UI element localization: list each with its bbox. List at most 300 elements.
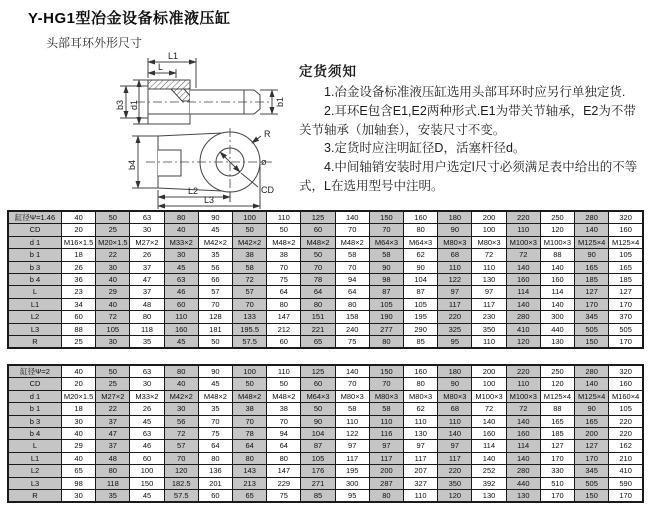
dim-value-cell: 57.5 bbox=[233, 336, 267, 349]
table-row bbox=[8, 452, 643, 464]
dimension-table bbox=[7, 364, 644, 503]
dim-value-cell: 250 bbox=[540, 365, 574, 378]
dim-value-cell: 105 bbox=[96, 323, 130, 335]
dim-value-cell: 114 bbox=[472, 440, 506, 452]
dim-value-cell: 136 bbox=[198, 465, 232, 477]
dim-value-cell: 40 bbox=[62, 428, 96, 440]
dim-value-cell: 130 bbox=[506, 490, 540, 503]
dim-value-cell: 280 bbox=[575, 365, 609, 378]
dim-value-cell: 110 bbox=[506, 224, 540, 236]
dim-value-cell: M100×3 bbox=[506, 390, 540, 402]
dim-value-cell: 110 bbox=[472, 336, 506, 349]
dim-value-cell: 97 bbox=[369, 440, 403, 452]
dim-value-cell: 38 bbox=[233, 403, 267, 415]
dim-value-cell: 30 bbox=[96, 336, 130, 349]
dim-value-cell: 325 bbox=[438, 323, 472, 335]
row-label-cell: b 4 bbox=[8, 428, 62, 440]
dim-value-cell: 122 bbox=[438, 274, 472, 286]
dim-value-cell: 36 bbox=[62, 274, 96, 286]
dim-value-cell: 45 bbox=[130, 415, 164, 427]
dim-value-cell: 38 bbox=[267, 403, 301, 415]
dim-value-cell: 170 bbox=[575, 452, 609, 464]
dim-value-cell: 104 bbox=[301, 428, 335, 440]
dim-label-b3: b3 bbox=[115, 99, 125, 111]
dim-value-cell: 122 bbox=[335, 428, 369, 440]
dim-value-cell: 25 bbox=[96, 224, 130, 236]
dim-value-cell: 114 bbox=[506, 440, 540, 452]
dim-value-cell: M42×2 bbox=[198, 236, 232, 248]
dim-value-cell: 110 bbox=[438, 415, 472, 427]
dim-label-l: L bbox=[158, 62, 164, 72]
dim-value-cell: 505 bbox=[575, 477, 609, 489]
dim-label-b4: b4 bbox=[127, 159, 137, 171]
dim-label-b1: b1 bbox=[275, 96, 285, 108]
dim-value-cell: 72 bbox=[96, 311, 130, 323]
dim-value-cell: 195 bbox=[404, 311, 438, 323]
dim-value-cell: M125×4 bbox=[575, 390, 609, 402]
dim-value-cell: 201 bbox=[198, 477, 232, 489]
dim-value-cell: 72 bbox=[506, 249, 540, 261]
dim-value-cell: 190 bbox=[369, 311, 403, 323]
dim-value-cell: 118 bbox=[130, 323, 164, 335]
dim-value-cell: 94 bbox=[335, 274, 369, 286]
dim-value-cell: 140 bbox=[506, 298, 540, 310]
dim-value-cell: 90 bbox=[575, 403, 609, 415]
dim-value-cell: 50 bbox=[96, 211, 130, 224]
top-view bbox=[120, 58, 278, 124]
dim-value-cell: 50 bbox=[96, 365, 130, 378]
table-row bbox=[8, 403, 643, 415]
drawing-caption: 头部耳环外形尺寸 bbox=[46, 36, 143, 50]
dim-value-cell: 133 bbox=[233, 311, 267, 323]
dim-value-cell: 120 bbox=[540, 378, 574, 390]
dim-value-cell: 105 bbox=[301, 452, 335, 464]
dim-value-cell: 50 bbox=[233, 224, 267, 236]
dim-value-cell: 140 bbox=[335, 211, 369, 224]
dim-value-cell: M80×3 bbox=[369, 390, 403, 402]
dim-value-cell: M42×2 bbox=[164, 390, 198, 402]
dim-value-cell: M64×3 bbox=[404, 236, 438, 248]
row-label-cell: L1 bbox=[8, 452, 62, 464]
dim-value-cell: M80×3 bbox=[438, 390, 472, 402]
dim-value-cell: 117 bbox=[369, 452, 403, 464]
dim-value-cell: 220 bbox=[438, 465, 472, 477]
dim-value-cell: 110 bbox=[404, 415, 438, 427]
dim-value-cell: 140 bbox=[335, 365, 369, 378]
dim-value-cell: 80 bbox=[233, 452, 267, 464]
row-label-cell: b 4 bbox=[8, 274, 62, 286]
dim-value-cell: 87 bbox=[404, 286, 438, 298]
dim-value-cell: 185 bbox=[540, 428, 574, 440]
dim-value-cell: 350 bbox=[438, 477, 472, 489]
dim-value-cell: 147 bbox=[267, 311, 301, 323]
dim-value-cell: 70 bbox=[301, 261, 335, 273]
dim-value-cell: 140 bbox=[540, 298, 574, 310]
dim-value-cell: 57 bbox=[233, 286, 267, 298]
dim-value-cell: 58 bbox=[233, 261, 267, 273]
dim-value-cell: 127 bbox=[575, 440, 609, 452]
dim-value-cell: 23 bbox=[62, 286, 96, 298]
dim-value-cell: M20×1.5 bbox=[62, 390, 96, 402]
dim-value-cell: 143 bbox=[233, 465, 267, 477]
dim-value-cell: 100 bbox=[233, 365, 267, 378]
table-row bbox=[8, 415, 643, 427]
dim-value-cell: 70 bbox=[369, 224, 403, 236]
dim-value-cell: 97 bbox=[335, 440, 369, 452]
dim-value-cell: 140 bbox=[540, 261, 574, 273]
dim-value-cell: 195 bbox=[335, 465, 369, 477]
table-row bbox=[8, 390, 643, 402]
dim-label-cd: CD bbox=[261, 185, 274, 195]
dim-value-cell: 105 bbox=[609, 403, 643, 415]
dim-value-cell: 30 bbox=[164, 403, 198, 415]
dim-value-cell: 150 bbox=[575, 490, 609, 503]
dim-value-cell: 72 bbox=[472, 249, 506, 261]
dim-value-cell: 80 bbox=[404, 224, 438, 236]
dim-value-cell: 120 bbox=[506, 336, 540, 349]
spec-table-psi-1-46 bbox=[7, 210, 644, 349]
notice-heading: 定货须知 bbox=[299, 64, 357, 79]
dim-value-cell: 70 bbox=[164, 452, 198, 464]
dim-value-cell: 220 bbox=[506, 365, 540, 378]
dim-value-cell: 98 bbox=[62, 477, 96, 489]
dim-value-cell: 140 bbox=[506, 261, 540, 273]
table-row bbox=[8, 336, 643, 349]
dim-value-cell: 90 bbox=[198, 365, 232, 378]
row-label-cell: L2 bbox=[8, 465, 62, 477]
dim-value-cell: 250 bbox=[540, 211, 574, 224]
dim-value-cell: 170 bbox=[540, 452, 574, 464]
dim-value-cell: 80 bbox=[198, 452, 232, 464]
dim-value-cell: 95 bbox=[438, 336, 472, 349]
dim-value-cell: 63 bbox=[130, 365, 164, 378]
dim-label-l2: L2 bbox=[188, 186, 199, 196]
dim-value-cell: 80 bbox=[301, 298, 335, 310]
dim-value-cell: 40 bbox=[164, 224, 198, 236]
dim-value-cell: 140 bbox=[506, 415, 540, 427]
dim-value-cell: 40 bbox=[62, 211, 96, 224]
row-label-cell: CD bbox=[8, 378, 62, 390]
dim-value-cell: 280 bbox=[506, 311, 540, 323]
dim-value-cell: M33×2 bbox=[164, 236, 198, 248]
dim-value-cell: 29 bbox=[96, 286, 130, 298]
dim-value-cell: 207 bbox=[404, 465, 438, 477]
dim-value-cell: 38 bbox=[267, 249, 301, 261]
dim-value-cell: 50 bbox=[301, 403, 335, 415]
dim-value-cell: 440 bbox=[540, 323, 574, 335]
dim-value-cell: M48×2 bbox=[301, 236, 335, 248]
dim-value-cell: 80 bbox=[369, 490, 403, 503]
dim-value-cell: 120 bbox=[540, 224, 574, 236]
dim-value-cell: 410 bbox=[609, 465, 643, 477]
dim-value-cell: 97 bbox=[404, 440, 438, 452]
dim-value-cell: 30 bbox=[96, 261, 130, 273]
dim-value-cell: 63 bbox=[130, 428, 164, 440]
dim-value-cell: 160 bbox=[404, 211, 438, 224]
dim-value-cell: 165 bbox=[575, 415, 609, 427]
dim-value-cell: 30 bbox=[62, 415, 96, 427]
dim-value-cell: 117 bbox=[438, 452, 472, 464]
dim-value-cell: 120 bbox=[438, 490, 472, 503]
notice-item-3: 3.定货时应注明缸径D，活塞杆径d。 bbox=[324, 141, 526, 156]
dim-value-cell: 26 bbox=[62, 261, 96, 273]
dim-value-cell: 70 bbox=[267, 415, 301, 427]
dim-value-cell: 182.5 bbox=[164, 477, 198, 489]
dim-value-cell: 104 bbox=[404, 274, 438, 286]
dim-value-cell: 50 bbox=[233, 378, 267, 390]
dim-value-cell: 72 bbox=[472, 403, 506, 415]
table-row bbox=[8, 236, 643, 248]
dim-value-cell: M80×3 bbox=[404, 390, 438, 402]
page-title: Y-HG1型冶金设备标准液压缸 bbox=[28, 10, 231, 27]
dim-value-cell: 48 bbox=[130, 298, 164, 310]
dim-value-cell: 200 bbox=[472, 365, 506, 378]
dim-value-cell: 195.5 bbox=[233, 323, 267, 335]
dim-value-cell: 110 bbox=[267, 365, 301, 378]
dim-value-cell: 158 bbox=[335, 311, 369, 323]
dim-value-cell: 150 bbox=[575, 336, 609, 349]
dim-value-cell: 160 bbox=[540, 274, 574, 286]
dim-value-cell: 88 bbox=[540, 403, 574, 415]
dim-value-cell: 50 bbox=[301, 249, 335, 261]
dim-value-cell: 70 bbox=[198, 415, 232, 427]
dim-value-cell: 70 bbox=[369, 378, 403, 390]
dim-value-cell: 105 bbox=[404, 298, 438, 310]
dim-value-cell: 160 bbox=[609, 378, 643, 390]
dim-value-cell: 18 bbox=[62, 403, 96, 415]
dim-value-cell: 78 bbox=[233, 428, 267, 440]
dim-value-cell: 58 bbox=[335, 249, 369, 261]
dim-value-cell: 60 bbox=[130, 452, 164, 464]
dim-value-cell: 170 bbox=[540, 490, 574, 503]
table-row bbox=[8, 428, 643, 440]
table-row bbox=[8, 311, 643, 323]
dim-value-cell: 110 bbox=[164, 311, 198, 323]
table-row bbox=[8, 465, 643, 477]
dim-value-cell: 128 bbox=[198, 311, 232, 323]
dim-value-cell: 110 bbox=[267, 211, 301, 224]
dim-value-cell: 80 bbox=[267, 452, 301, 464]
table-row bbox=[8, 323, 643, 335]
dim-value-cell: 37 bbox=[96, 440, 130, 452]
dim-value-cell: 66 bbox=[198, 274, 232, 286]
table-row bbox=[8, 224, 643, 236]
dim-value-cell: 25 bbox=[62, 336, 96, 349]
dim-value-cell: 72 bbox=[506, 403, 540, 415]
dim-value-cell: 78 bbox=[301, 274, 335, 286]
dim-value-cell: 40 bbox=[96, 298, 130, 310]
dim-label-l3: L3 bbox=[204, 195, 215, 205]
dim-value-cell: 35 bbox=[96, 490, 130, 503]
dim-value-cell: 45 bbox=[164, 336, 198, 349]
dim-value-cell: 280 bbox=[506, 465, 540, 477]
dim-value-cell: 90 bbox=[438, 224, 472, 236]
dim-value-cell: 345 bbox=[575, 465, 609, 477]
dim-value-cell: 68 bbox=[438, 403, 472, 415]
dim-value-cell: 170 bbox=[575, 298, 609, 310]
dim-value-cell: 300 bbox=[335, 477, 369, 489]
dim-value-cell: 80 bbox=[404, 378, 438, 390]
row-label-cell: 缸径Ψ=2 bbox=[8, 365, 62, 378]
dim-value-cell: 20 bbox=[62, 378, 96, 390]
table-row bbox=[8, 440, 643, 452]
ordering-notes bbox=[299, 60, 647, 196]
dim-value-cell: 100 bbox=[472, 224, 506, 236]
dim-value-cell: 30 bbox=[130, 378, 164, 390]
dim-value-cell: 37 bbox=[130, 261, 164, 273]
dim-value-cell: 80 bbox=[130, 311, 164, 323]
dim-value-cell: 65 bbox=[233, 490, 267, 503]
notice-item-1: 1.冶金设备标准液压缸选用头部耳环时应另行单独定货. bbox=[324, 85, 626, 99]
dim-value-cell: 57.5 bbox=[164, 490, 198, 503]
bottom-view bbox=[132, 128, 272, 209]
dim-value-cell: 165 bbox=[609, 261, 643, 273]
dim-value-cell: 50 bbox=[198, 336, 232, 349]
dim-value-cell: M80×3 bbox=[335, 390, 369, 402]
dim-value-cell: 22 bbox=[96, 403, 130, 415]
dim-value-cell: 64 bbox=[335, 286, 369, 298]
dim-value-cell: 200 bbox=[369, 465, 403, 477]
dim-value-cell: 46 bbox=[164, 286, 198, 298]
dim-value-cell: 320 bbox=[609, 365, 643, 378]
dim-value-cell: 160 bbox=[609, 224, 643, 236]
dim-value-cell: 277 bbox=[369, 323, 403, 335]
dim-value-cell: 327 bbox=[404, 477, 438, 489]
dim-value-cell: 30 bbox=[62, 490, 96, 503]
dim-value-cell: 140 bbox=[472, 452, 506, 464]
table-row bbox=[8, 274, 643, 286]
dim-value-cell: 220 bbox=[609, 428, 643, 440]
dim-value-cell: 80 bbox=[267, 298, 301, 310]
dim-value-cell: 200 bbox=[472, 211, 506, 224]
dim-value-cell: 63 bbox=[130, 211, 164, 224]
dim-value-cell: 170 bbox=[609, 490, 643, 503]
dim-value-cell: 80 bbox=[335, 298, 369, 310]
dim-value-cell: 220 bbox=[438, 311, 472, 323]
dim-value-cell: 60 bbox=[301, 224, 335, 236]
dim-value-cell: 58 bbox=[369, 249, 403, 261]
dim-value-cell: 180 bbox=[438, 365, 472, 378]
dim-value-cell: 45 bbox=[198, 224, 232, 236]
dim-value-cell: 505 bbox=[609, 323, 643, 335]
dim-value-cell: 160 bbox=[164, 323, 198, 335]
row-label-cell: d 1 bbox=[8, 236, 62, 248]
dim-value-cell: 230 bbox=[472, 311, 506, 323]
dim-value-cell: 150 bbox=[369, 365, 403, 378]
dim-value-cell: 70 bbox=[335, 224, 369, 236]
dim-value-cell: 290 bbox=[404, 323, 438, 335]
dim-value-cell: 200 bbox=[575, 428, 609, 440]
dim-value-cell: 85 bbox=[301, 490, 335, 503]
dim-value-cell: 68 bbox=[438, 249, 472, 261]
dim-value-cell: 65 bbox=[301, 336, 335, 349]
dim-value-cell: 72 bbox=[164, 428, 198, 440]
dim-value-cell: 147 bbox=[267, 465, 301, 477]
dim-value-cell: 117 bbox=[472, 298, 506, 310]
dim-value-cell: 70 bbox=[233, 298, 267, 310]
dim-value-cell: 151 bbox=[301, 311, 335, 323]
dim-value-cell: M16×1.5 bbox=[62, 236, 96, 248]
dim-value-cell: 70 bbox=[335, 378, 369, 390]
dim-value-cell: M42×2 bbox=[233, 236, 267, 248]
dim-value-cell: 75 bbox=[198, 428, 232, 440]
row-label-cell: L3 bbox=[8, 323, 62, 335]
row-label-cell: L3 bbox=[8, 477, 62, 489]
dim-value-cell: M48×2 bbox=[267, 236, 301, 248]
row-label-cell: L2 bbox=[8, 311, 62, 323]
dim-value-cell: 130 bbox=[472, 274, 506, 286]
dim-value-cell: 97 bbox=[438, 440, 472, 452]
dim-value-cell: 40 bbox=[62, 452, 96, 464]
dim-value-cell: 70 bbox=[198, 298, 232, 310]
dim-value-cell: 50 bbox=[267, 378, 301, 390]
dim-value-cell: 22 bbox=[96, 249, 130, 261]
dim-value-cell: 110 bbox=[335, 415, 369, 427]
dim-value-cell: 72 bbox=[233, 274, 267, 286]
dim-value-cell: M48×2 bbox=[335, 236, 369, 248]
dim-value-cell: 510 bbox=[540, 477, 574, 489]
dim-value-cell: 26 bbox=[130, 249, 164, 261]
dim-label-l1: L1 bbox=[168, 51, 179, 61]
row-label-cell: R bbox=[8, 490, 62, 503]
dim-value-cell: 240 bbox=[335, 323, 369, 335]
dim-value-cell: 185 bbox=[609, 274, 643, 286]
dim-value-cell: 140 bbox=[438, 428, 472, 440]
dim-value-cell: 60 bbox=[62, 311, 96, 323]
dim-value-cell: 26 bbox=[130, 403, 164, 415]
dim-value-cell: 62 bbox=[404, 249, 438, 261]
dim-value-cell: 140 bbox=[506, 452, 540, 464]
dim-label-d1: d1 bbox=[129, 99, 139, 111]
dim-value-cell: 117 bbox=[404, 452, 438, 464]
dim-value-cell: M125×4 bbox=[540, 390, 574, 402]
dim-value-cell: 48 bbox=[96, 452, 130, 464]
row-label-cell: L1 bbox=[8, 298, 62, 310]
dim-value-cell: 38 bbox=[233, 249, 267, 261]
dim-value-cell: 117 bbox=[335, 452, 369, 464]
dim-value-cell: M125×4 bbox=[575, 236, 609, 248]
dim-value-cell: 100 bbox=[130, 465, 164, 477]
dim-value-cell: 110 bbox=[404, 490, 438, 503]
dim-value-cell: M80×3 bbox=[438, 236, 472, 248]
dim-value-cell: 45 bbox=[164, 261, 198, 273]
dim-value-cell: 590 bbox=[609, 477, 643, 489]
dim-value-cell: 127 bbox=[575, 286, 609, 298]
dim-value-cell: 75 bbox=[267, 274, 301, 286]
dim-value-cell: 34 bbox=[62, 298, 96, 310]
dim-value-cell: 47 bbox=[130, 274, 164, 286]
dim-value-cell: 57 bbox=[164, 440, 198, 452]
spec-table-psi-2 bbox=[7, 364, 644, 503]
row-label-cell: b 3 bbox=[8, 415, 62, 427]
dim-value-cell: 45 bbox=[130, 490, 164, 503]
dim-value-cell: M64×3 bbox=[369, 236, 403, 248]
dim-value-cell: 110 bbox=[506, 378, 540, 390]
dim-value-cell: 40 bbox=[62, 365, 96, 378]
dim-value-cell: 162 bbox=[609, 440, 643, 452]
table-row bbox=[8, 477, 643, 489]
dim-value-cell: 221 bbox=[301, 323, 335, 335]
dim-value-cell: 60 bbox=[301, 378, 335, 390]
dim-value-cell: 80 bbox=[164, 211, 198, 224]
dim-value-cell: 125 bbox=[301, 211, 335, 224]
dim-value-cell: 160 bbox=[506, 274, 540, 286]
dim-label-phi: ø bbox=[261, 157, 267, 167]
row-label-cell: CD bbox=[8, 224, 62, 236]
dim-value-cell: 70 bbox=[233, 415, 267, 427]
dim-value-cell: 80 bbox=[369, 336, 403, 349]
table-row bbox=[8, 261, 643, 273]
